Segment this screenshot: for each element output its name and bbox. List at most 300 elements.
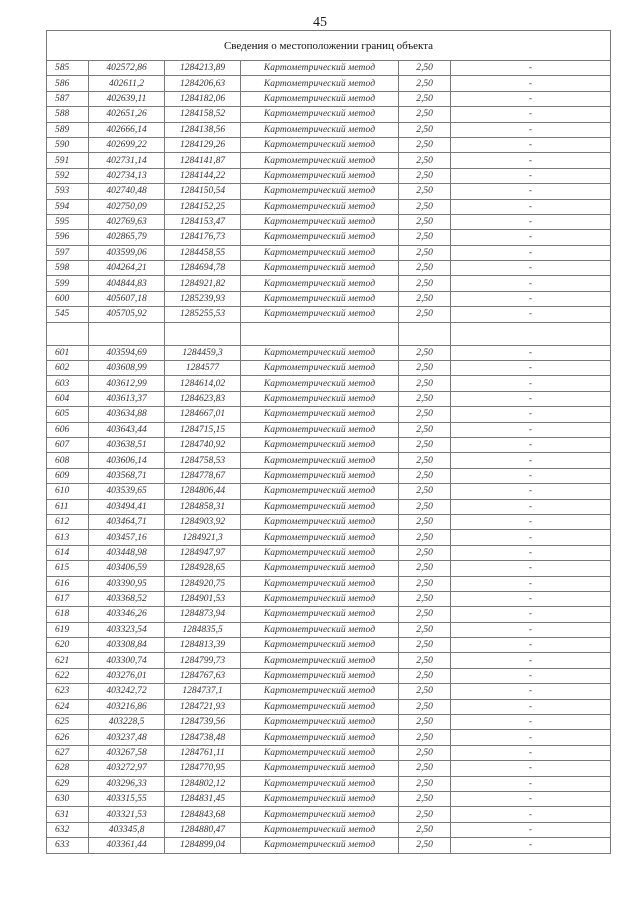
method-cell: Картометрический метод: [241, 530, 399, 545]
accuracy-cell: 2,50: [399, 376, 451, 391]
accuracy-cell: 2,50: [399, 499, 451, 514]
point-number-cell: 606: [47, 422, 89, 437]
coord-x-cell: 403315,55: [89, 791, 165, 806]
coord-y-cell: 1284182,06: [165, 91, 241, 106]
point-number-cell: 626: [47, 730, 89, 745]
note-cell: -: [451, 345, 611, 360]
point-number-cell: 597: [47, 245, 89, 260]
coord-x-cell: 403308,84: [89, 638, 165, 653]
coord-x-cell: 403242,72: [89, 684, 165, 699]
table-row: [47, 276, 611, 291]
coord-y-cell: 1284880,47: [165, 822, 241, 837]
method-cell: Картометрический метод: [241, 776, 399, 791]
method-cell: Картометрический метод: [241, 761, 399, 776]
table-row: [47, 107, 611, 122]
accuracy-cell: 2,50: [399, 422, 451, 437]
table-row: [47, 530, 611, 545]
boundary-coordinates-table: [46, 30, 611, 854]
method-cell: Картометрический метод: [241, 484, 399, 499]
accuracy-cell: 2,50: [399, 168, 451, 183]
table-row: [47, 437, 611, 452]
method-cell: Картометрический метод: [241, 622, 399, 637]
method-cell: Картометрический метод: [241, 391, 399, 406]
accuracy-cell: 2,50: [399, 622, 451, 637]
accuracy-cell: 2,50: [399, 407, 451, 422]
point-number-cell: 623: [47, 684, 89, 699]
method-cell: Картометрический метод: [241, 76, 399, 91]
coord-y-cell: 1284921,82: [165, 276, 241, 291]
method-cell: Картометрический метод: [241, 684, 399, 699]
coord-y-cell: 1284761,11: [165, 745, 241, 760]
point-number-cell: 599: [47, 276, 89, 291]
note-cell: -: [451, 453, 611, 468]
coord-x-cell: 402699,22: [89, 137, 165, 152]
method-cell: Картометрический метод: [241, 745, 399, 760]
note-cell: -: [451, 199, 611, 214]
point-number-cell: 629: [47, 776, 89, 791]
method-cell: Картометрический метод: [241, 838, 399, 853]
coord-y-cell: 1284141,87: [165, 153, 241, 168]
table-row: [47, 291, 611, 306]
coord-y-cell: 1284767,63: [165, 668, 241, 683]
note-cell: -: [451, 184, 611, 199]
note-cell: -: [451, 545, 611, 560]
point-number-cell: 608: [47, 453, 89, 468]
table-row: [47, 607, 611, 622]
method-cell: Картометрический метод: [241, 230, 399, 245]
accuracy-cell: 2,50: [399, 137, 451, 152]
method-cell: Картометрический метод: [241, 199, 399, 214]
point-number-cell: 613: [47, 530, 89, 545]
note-cell: -: [451, 91, 611, 106]
point-number-cell: 545: [47, 307, 89, 322]
table-row: [47, 776, 611, 791]
accuracy-cell: 2,50: [399, 545, 451, 560]
point-number-cell: 618: [47, 607, 89, 622]
method-cell: Картометрический метод: [241, 361, 399, 376]
accuracy-cell: 2,50: [399, 715, 451, 730]
coord-x-cell: 403638,51: [89, 437, 165, 452]
note-cell: -: [451, 376, 611, 391]
point-number-cell: 591: [47, 153, 89, 168]
coord-x-cell: 403216,86: [89, 699, 165, 714]
method-cell: Картометрический метод: [241, 168, 399, 183]
accuracy-cell: 2,50: [399, 484, 451, 499]
note-cell: -: [451, 245, 611, 260]
coord-x-cell: 403606,14: [89, 453, 165, 468]
coord-x-cell: 402731,14: [89, 153, 165, 168]
table-row: [47, 376, 611, 391]
method-cell: Картометрический метод: [241, 561, 399, 576]
table-row: [47, 184, 611, 199]
accuracy-cell: 2,50: [399, 514, 451, 529]
coord-y-cell: 1284843,68: [165, 807, 241, 822]
coord-y-cell: 1284806,44: [165, 484, 241, 499]
coord-y-cell: 1284614,02: [165, 376, 241, 391]
coord-x-cell: 404844,83: [89, 276, 165, 291]
accuracy-cell: 2,50: [399, 468, 451, 483]
coord-y-cell: 1284577: [165, 361, 241, 376]
table-row: [47, 684, 611, 699]
accuracy-cell: 2,50: [399, 437, 451, 452]
coord-x-cell: 403608,99: [89, 361, 165, 376]
point-number-cell: 611: [47, 499, 89, 514]
table-row: [47, 807, 611, 822]
point-number-cell: 604: [47, 391, 89, 406]
note-cell: -: [451, 391, 611, 406]
table-row: [47, 153, 611, 168]
note-cell: -: [451, 638, 611, 653]
accuracy-cell: 2,50: [399, 361, 451, 376]
note-cell: -: [451, 514, 611, 529]
accuracy-cell: 2,50: [399, 153, 451, 168]
point-number-cell: 625: [47, 715, 89, 730]
coord-y-cell: 1284770,95: [165, 761, 241, 776]
accuracy-cell: 2,50: [399, 122, 451, 137]
coord-x-cell: 403643,44: [89, 422, 165, 437]
accuracy-cell: 2,50: [399, 107, 451, 122]
note-cell: -: [451, 838, 611, 853]
coord-y-cell: 1284158,52: [165, 107, 241, 122]
note-cell: -: [451, 137, 611, 152]
note-cell: -: [451, 76, 611, 91]
method-cell: Картометрический метод: [241, 653, 399, 668]
coord-x-cell: 403568,71: [89, 468, 165, 483]
note-cell: -: [451, 291, 611, 306]
point-number-cell: 624: [47, 699, 89, 714]
method-cell: Картометрический метод: [241, 422, 399, 437]
coord-y-cell: 1284802,12: [165, 776, 241, 791]
note-cell: -: [451, 607, 611, 622]
method-cell: Картометрический метод: [241, 137, 399, 152]
table-row: [47, 715, 611, 730]
coord-x-cell: 403296,33: [89, 776, 165, 791]
accuracy-cell: 2,50: [399, 807, 451, 822]
table-row: [47, 361, 611, 376]
accuracy-cell: 2,50: [399, 684, 451, 699]
accuracy-cell: 2,50: [399, 638, 451, 653]
coord-y-cell: 1284835,5: [165, 622, 241, 637]
note-cell: -: [451, 468, 611, 483]
table-row: [47, 168, 611, 183]
method-cell: Картометрический метод: [241, 730, 399, 745]
coord-y-cell: 1285255,53: [165, 307, 241, 322]
point-number-cell: 603: [47, 376, 89, 391]
accuracy-cell: 2,50: [399, 184, 451, 199]
coord-x-cell: 402750,09: [89, 199, 165, 214]
table-row: [47, 453, 611, 468]
coord-x-cell: 403494,41: [89, 499, 165, 514]
note-cell: -: [451, 730, 611, 745]
point-number-cell: 628: [47, 761, 89, 776]
accuracy-cell: 2,50: [399, 822, 451, 837]
coord-x-cell: 403361,44: [89, 838, 165, 853]
note-cell: -: [451, 822, 611, 837]
coord-y-cell: 1284459,3: [165, 345, 241, 360]
table-row: [47, 261, 611, 276]
method-cell: Картометрический метод: [241, 61, 399, 76]
table-row: [47, 307, 611, 322]
point-number-cell: 585: [47, 61, 89, 76]
coord-y-cell: 1284458,55: [165, 245, 241, 260]
coord-x-cell: 403634,88: [89, 407, 165, 422]
coord-y-cell: 1284813,39: [165, 638, 241, 653]
method-cell: Картометрический метод: [241, 591, 399, 606]
method-cell: Картометрический метод: [241, 545, 399, 560]
coord-y-cell: 1284129,26: [165, 137, 241, 152]
note-cell: -: [451, 699, 611, 714]
table-row: [47, 245, 611, 260]
note-cell: -: [451, 230, 611, 245]
point-number-cell: 619: [47, 622, 89, 637]
coord-x-cell: 403237,48: [89, 730, 165, 745]
coord-y-cell: 1284901,53: [165, 591, 241, 606]
note-cell: -: [451, 276, 611, 291]
method-cell: Картометрический метод: [241, 407, 399, 422]
coord-y-cell: 1284831,45: [165, 791, 241, 806]
table-row: [47, 137, 611, 152]
accuracy-cell: 2,50: [399, 291, 451, 306]
table-row: [47, 76, 611, 91]
table-row: [47, 791, 611, 806]
table-row: [47, 199, 611, 214]
method-cell: Картометрический метод: [241, 668, 399, 683]
coord-y-cell: 1284738,48: [165, 730, 241, 745]
point-number-cell: 620: [47, 638, 89, 653]
table-row: [47, 391, 611, 406]
table-row: [47, 407, 611, 422]
coord-y-cell: 1284138,56: [165, 122, 241, 137]
coord-x-cell: 402769,63: [89, 214, 165, 229]
coord-x-cell: 403368,52: [89, 591, 165, 606]
note-cell: -: [451, 422, 611, 437]
note-cell: -: [451, 761, 611, 776]
coord-y-cell: 1284903,92: [165, 514, 241, 529]
table-row: [47, 561, 611, 576]
coord-y-cell: 1284150,54: [165, 184, 241, 199]
accuracy-cell: 2,50: [399, 699, 451, 714]
note-cell: -: [451, 499, 611, 514]
table-row: [47, 668, 611, 683]
coord-x-cell: 405705,92: [89, 307, 165, 322]
coord-x-cell: 402865,79: [89, 230, 165, 245]
coord-x-cell: 403345,8: [89, 822, 165, 837]
method-cell: Картометрический метод: [241, 214, 399, 229]
accuracy-cell: 2,50: [399, 453, 451, 468]
note-cell: -: [451, 791, 611, 806]
table-row: [47, 745, 611, 760]
coord-x-cell: 403228,5: [89, 715, 165, 730]
note-cell: -: [451, 261, 611, 276]
empty-cell: [165, 322, 241, 345]
accuracy-cell: 2,50: [399, 607, 451, 622]
empty-cell: [399, 322, 451, 345]
coord-y-cell: 1284947,97: [165, 545, 241, 560]
coord-y-cell: 1284144,22: [165, 168, 241, 183]
accuracy-cell: 2,50: [399, 61, 451, 76]
point-number-cell: 588: [47, 107, 89, 122]
method-cell: Картометрический метод: [241, 468, 399, 483]
coord-x-cell: 403321,53: [89, 807, 165, 822]
table-row: [47, 122, 611, 137]
coord-y-cell: 1284928,65: [165, 561, 241, 576]
accuracy-cell: 2,50: [399, 199, 451, 214]
coord-y-cell: 1284152,25: [165, 199, 241, 214]
coord-x-cell: 403346,26: [89, 607, 165, 622]
note-cell: -: [451, 576, 611, 591]
table-row: [47, 638, 611, 653]
coord-y-cell: 1285239,93: [165, 291, 241, 306]
accuracy-cell: 2,50: [399, 91, 451, 106]
point-number-cell: 587: [47, 91, 89, 106]
coord-y-cell: 1284721,93: [165, 699, 241, 714]
accuracy-cell: 2,50: [399, 761, 451, 776]
table-row: [47, 91, 611, 106]
empty-cell: [89, 322, 165, 345]
accuracy-cell: 2,50: [399, 561, 451, 576]
table-row: [47, 576, 611, 591]
coord-y-cell: 1284694,78: [165, 261, 241, 276]
coord-x-cell: 403267,58: [89, 745, 165, 760]
coord-x-cell: 403390,95: [89, 576, 165, 591]
accuracy-cell: 2,50: [399, 261, 451, 276]
coord-y-cell: 1284153,47: [165, 214, 241, 229]
table-row: [47, 838, 611, 853]
note-cell: -: [451, 668, 611, 683]
point-number-cell: 598: [47, 261, 89, 276]
point-number-cell: 595: [47, 214, 89, 229]
coord-y-cell: 1284206,63: [165, 76, 241, 91]
accuracy-cell: 2,50: [399, 730, 451, 745]
table-row: [47, 468, 611, 483]
accuracy-cell: 2,50: [399, 76, 451, 91]
group-separator-row: [47, 322, 611, 345]
coord-x-cell: 403612,99: [89, 376, 165, 391]
table-row: [47, 761, 611, 776]
coord-y-cell: 1284799,73: [165, 653, 241, 668]
coord-y-cell: 1284737,1: [165, 684, 241, 699]
method-cell: Картометрический метод: [241, 791, 399, 806]
accuracy-cell: 2,50: [399, 591, 451, 606]
coord-x-cell: 402572,86: [89, 61, 165, 76]
method-cell: Картометрический метод: [241, 499, 399, 514]
note-cell: -: [451, 807, 611, 822]
empty-cell: [451, 322, 611, 345]
note-cell: -: [451, 61, 611, 76]
point-number-cell: 592: [47, 168, 89, 183]
method-cell: Картометрический метод: [241, 437, 399, 452]
coord-x-cell: 403406,59: [89, 561, 165, 576]
coord-y-cell: 1284873,94: [165, 607, 241, 622]
note-cell: -: [451, 561, 611, 576]
method-cell: Картометрический метод: [241, 184, 399, 199]
accuracy-cell: 2,50: [399, 838, 451, 853]
point-number-cell: 594: [47, 199, 89, 214]
note-cell: -: [451, 684, 611, 699]
coord-y-cell: 1284176,73: [165, 230, 241, 245]
coord-y-cell: 1284740,92: [165, 437, 241, 452]
coord-x-cell: 403599,06: [89, 245, 165, 260]
note-cell: -: [451, 107, 611, 122]
point-number-cell: 627: [47, 745, 89, 760]
note-cell: -: [451, 153, 611, 168]
accuracy-cell: 2,50: [399, 307, 451, 322]
accuracy-cell: 2,50: [399, 230, 451, 245]
accuracy-cell: 2,50: [399, 776, 451, 791]
coord-y-cell: 1284920,75: [165, 576, 241, 591]
note-cell: -: [451, 122, 611, 137]
empty-cell: [47, 322, 89, 345]
table-row: [47, 61, 611, 76]
coord-x-cell: 403464,71: [89, 514, 165, 529]
accuracy-cell: 2,50: [399, 214, 451, 229]
note-cell: -: [451, 437, 611, 452]
point-number-cell: 622: [47, 668, 89, 683]
method-cell: Картометрический метод: [241, 715, 399, 730]
note-cell: -: [451, 530, 611, 545]
point-number-cell: 614: [47, 545, 89, 560]
accuracy-cell: 2,50: [399, 745, 451, 760]
note-cell: -: [451, 307, 611, 322]
accuracy-cell: 2,50: [399, 576, 451, 591]
coord-y-cell: 1284667,01: [165, 407, 241, 422]
point-number-cell: 615: [47, 561, 89, 576]
point-number-cell: 621: [47, 653, 89, 668]
method-cell: Картометрический метод: [241, 345, 399, 360]
note-cell: -: [451, 361, 611, 376]
note-cell: -: [451, 168, 611, 183]
coord-x-cell: 402740,48: [89, 184, 165, 199]
method-cell: Картометрический метод: [241, 376, 399, 391]
coord-x-cell: 403276,01: [89, 668, 165, 683]
table-row: [47, 545, 611, 560]
coord-x-cell: 402666,14: [89, 122, 165, 137]
point-number-cell: 590: [47, 137, 89, 152]
point-number-cell: 593: [47, 184, 89, 199]
method-cell: Картометрический метод: [241, 576, 399, 591]
empty-cell: [241, 322, 399, 345]
table-row: [47, 730, 611, 745]
point-number-cell: 630: [47, 791, 89, 806]
coord-x-cell: 402734,13: [89, 168, 165, 183]
coord-y-cell: 1284899,04: [165, 838, 241, 853]
point-number-cell: 616: [47, 576, 89, 591]
note-cell: -: [451, 622, 611, 637]
coord-y-cell: 1284715,15: [165, 422, 241, 437]
table-row: [47, 345, 611, 360]
table-row: [47, 230, 611, 245]
point-number-cell: 602: [47, 361, 89, 376]
method-cell: Картометрический метод: [241, 822, 399, 837]
point-number-cell: 631: [47, 807, 89, 822]
accuracy-cell: 2,50: [399, 276, 451, 291]
note-cell: -: [451, 407, 611, 422]
accuracy-cell: 2,50: [399, 668, 451, 683]
point-number-cell: 610: [47, 484, 89, 499]
method-cell: Картометрический метод: [241, 245, 399, 260]
method-cell: Картометрический метод: [241, 261, 399, 276]
table-row: [47, 653, 611, 668]
note-cell: -: [451, 484, 611, 499]
method-cell: Картометрический метод: [241, 607, 399, 622]
point-number-cell: 632: [47, 822, 89, 837]
point-number-cell: 600: [47, 291, 89, 306]
method-cell: Картометрический метод: [241, 638, 399, 653]
method-cell: Картометрический метод: [241, 291, 399, 306]
note-cell: -: [451, 591, 611, 606]
table-row: [47, 499, 611, 514]
method-cell: Картометрический метод: [241, 153, 399, 168]
